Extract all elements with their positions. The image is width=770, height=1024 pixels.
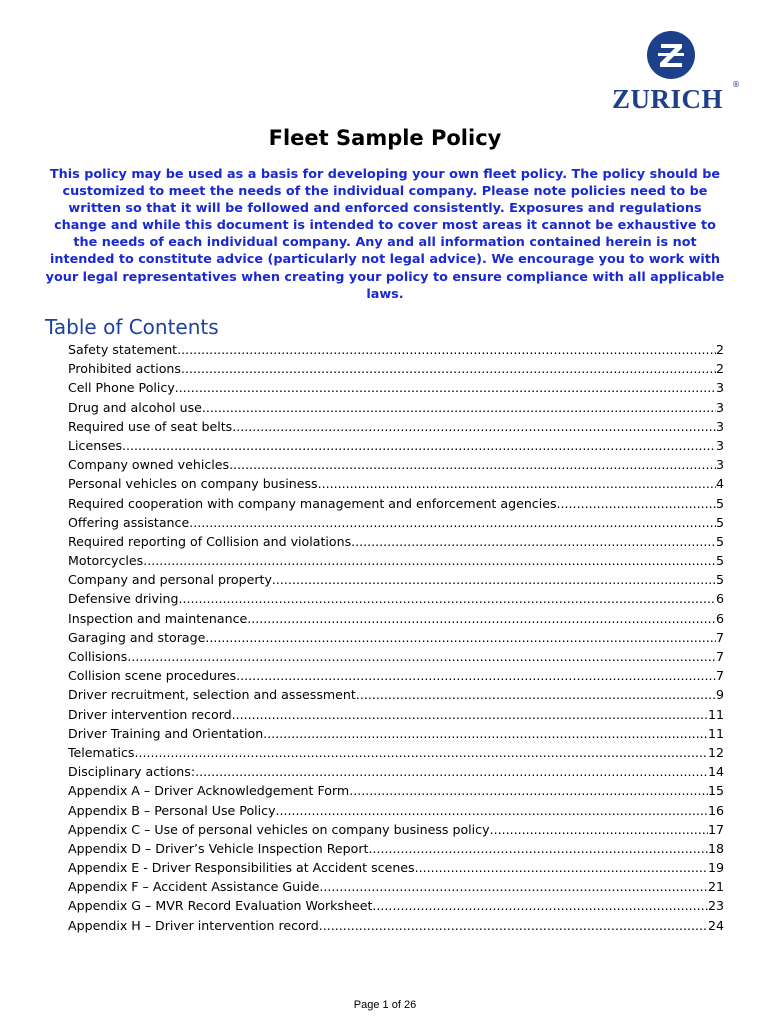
toc-dot-leader <box>178 589 716 608</box>
toc-entry-label[interactable]: Driver recruitment, selection and assessment <box>68 687 356 703</box>
toc-entry-page[interactable]: 3 <box>715 457 724 473</box>
toc-dot-leader <box>319 877 708 896</box>
toc-entry-label[interactable]: Appendix H – Driver intervention record <box>68 917 319 933</box>
toc-entry[interactable] <box>68 417 724 436</box>
toc-dot-leader <box>319 916 708 935</box>
toc-entry-label[interactable]: Required use of seat belts <box>68 418 233 434</box>
toc-entry[interactable] <box>68 455 724 474</box>
toc-entry-label[interactable]: Driver Training and Orientation <box>68 725 264 741</box>
intro-disclaimer: This policy may be used as a basis for developing your own fleet policy. The policy should be customized to meet the needs of the individual company. Please note policies need to be written so that it will be followed and enforced consistently. Exposures and regulations change and while this document is intended to cover most areas it cannot be exhaustive to the needs of each individual company. Any and all information contained herein is not intended to constitute advice (particularly not legal advice). We encourage you to work with your legal representatives when creating your policy to ensure compliance with all applicable laws. <box>45 167 725 302</box>
toc-entry-page[interactable]: 11 <box>707 706 724 722</box>
toc-entry-label[interactable]: Appendix E - Driver Responsibilities at Accident scenes <box>68 860 415 876</box>
toc-dot-leader <box>181 359 716 378</box>
toc-entry-page[interactable]: 5 <box>715 514 724 530</box>
toc-dot-leader <box>202 398 716 417</box>
toc-entry-page[interactable]: 14 <box>707 764 724 780</box>
toc-dot-leader <box>349 781 708 800</box>
toc-entry-page[interactable]: 16 <box>707 802 724 818</box>
toc-entry[interactable] <box>68 647 724 666</box>
toc-entry[interactable] <box>68 839 724 858</box>
toc-entry-page[interactable]: 3 <box>715 380 724 396</box>
toc-entry[interactable] <box>68 340 724 359</box>
toc-heading: Table of Contents <box>45 315 219 339</box>
toc-entry[interactable] <box>68 474 724 493</box>
toc-entry-page[interactable]: 24 <box>707 917 724 933</box>
toc-entry-page[interactable]: 17 <box>707 821 724 837</box>
toc-entry-label[interactable]: Required cooperation with company management and enforcement agencies <box>68 495 557 511</box>
toc-entry-page[interactable]: 7 <box>715 649 724 664</box>
zurich-wordmark: ZURICH <box>612 84 724 114</box>
zurich-z-badge-icon <box>646 30 696 80</box>
toc-entry-label[interactable]: Defensive driving <box>68 591 179 607</box>
toc-entry-label[interactable]: Appendix A – Driver Acknowledgement Form <box>68 783 350 799</box>
toc-entry-label[interactable]: Required reporting of Collision and violations <box>68 533 352 549</box>
toc-entry-page[interactable]: 6 <box>715 610 724 626</box>
toc-dot-leader <box>356 685 716 704</box>
toc-entry-page[interactable]: 5 <box>715 553 724 569</box>
toc-entry-label[interactable]: Licenses <box>68 437 123 453</box>
toc-entry[interactable] <box>68 801 724 820</box>
toc-dot-leader <box>189 513 716 532</box>
toc-entry-label[interactable]: Company owned vehicles <box>68 457 230 473</box>
toc-dot-leader <box>177 340 716 359</box>
toc-entry[interactable] <box>68 494 724 513</box>
toc-entry-page[interactable]: 15 <box>707 783 724 799</box>
toc-entry-label[interactable]: Prohibited actions <box>68 361 181 377</box>
toc-entry-page[interactable]: 23 <box>707 898 724 914</box>
toc-entry-label[interactable]: Cell Phone Policy <box>68 380 175 396</box>
toc-entry-page[interactable]: 3 <box>715 399 724 415</box>
registered-mark: ® <box>732 80 740 89</box>
toc-entry[interactable] <box>68 513 724 532</box>
toc-entry-page[interactable]: 11 <box>707 725 724 741</box>
table-of-contents <box>68 340 724 935</box>
toc-entry-page[interactable]: 19 <box>707 860 724 876</box>
toc-entry-label[interactable]: Driver intervention record <box>68 706 232 722</box>
toc-entry-page[interactable]: 2 <box>715 361 724 377</box>
toc-entry-label[interactable]: Company and personal property <box>68 572 272 588</box>
toc-dot-leader <box>175 378 716 397</box>
toc-entry[interactable] <box>68 858 724 877</box>
toc-entry[interactable] <box>68 762 724 781</box>
toc-entry-label[interactable]: Appendix D – Driver’s Vehicle Inspection Report <box>68 840 369 856</box>
toc-dot-leader <box>368 839 708 858</box>
toc-entry-page[interactable]: 12 <box>707 744 724 760</box>
toc-entry-label[interactable]: Appendix G – MVR Record Evaluation Worksheet <box>68 898 373 914</box>
toc-dot-leader <box>143 551 716 570</box>
toc-entry-label[interactable]: Appendix F – Accident Assistance Guide <box>68 879 320 895</box>
toc-entry[interactable] <box>68 609 724 628</box>
toc-dot-leader <box>272 570 716 589</box>
toc-dot-leader <box>318 474 716 493</box>
toc-entry[interactable] <box>68 724 724 743</box>
toc-dot-leader <box>247 609 716 628</box>
toc-entry-label[interactable]: Drug and alcohol use <box>68 399 202 415</box>
toc-entry-page[interactable]: 18 <box>707 840 724 856</box>
toc-dot-leader <box>557 494 716 513</box>
toc-entry-page[interactable]: 5 <box>715 533 724 549</box>
toc-entry[interactable] <box>68 589 724 608</box>
toc-entry[interactable] <box>68 628 724 647</box>
toc-entry-page[interactable]: 6 <box>715 591 724 607</box>
toc-entry-page[interactable]: 7 <box>715 629 724 645</box>
toc-dot-leader <box>232 705 708 724</box>
toc-entry-label[interactable]: Safety statement <box>68 342 178 357</box>
toc-entry-label[interactable]: Inspection and maintenance <box>68 610 248 626</box>
toc-entry[interactable] <box>68 398 724 417</box>
toc-dot-leader <box>415 858 708 877</box>
toc-entry[interactable] <box>68 877 724 896</box>
toc-entry[interactable] <box>68 436 724 455</box>
toc-dot-leader <box>490 820 708 839</box>
toc-entry[interactable] <box>68 820 724 839</box>
toc-entry-page[interactable]: 5 <box>715 495 724 511</box>
toc-dot-leader <box>134 743 708 762</box>
toc-dot-leader <box>263 724 708 743</box>
toc-entry-label[interactable]: Collision scene procedures <box>68 668 237 684</box>
toc-dot-leader <box>127 647 716 666</box>
toc-dot-leader <box>232 417 716 436</box>
toc-entry-label[interactable]: Telematics <box>68 744 135 760</box>
toc-dot-leader <box>122 436 716 455</box>
toc-dot-leader <box>276 801 708 820</box>
toc-entry[interactable] <box>68 896 724 915</box>
toc-entry-label[interactable]: Motorcycles <box>68 553 144 569</box>
toc-entry-page[interactable]: 9 <box>715 687 724 703</box>
toc-dot-leader <box>229 455 716 474</box>
toc-entry-page[interactable]: 7 <box>715 668 724 684</box>
toc-dot-leader <box>372 896 708 915</box>
toc-entry[interactable] <box>68 781 724 800</box>
toc-entry-label[interactable]: Garaging and storage <box>68 629 206 645</box>
toc-entry-label[interactable]: Offering assistance <box>68 514 190 530</box>
toc-entry[interactable] <box>68 666 724 685</box>
toc-entry-page[interactable]: 2 <box>715 342 724 357</box>
document-title: Fleet Sample Policy <box>268 126 502 150</box>
toc-dot-leader <box>205 628 716 647</box>
toc-entry-label[interactable]: Personal vehicles on company business <box>68 476 318 492</box>
toc-dot-leader <box>195 762 708 781</box>
toc-dot-leader <box>351 532 716 551</box>
toc-entry-page[interactable]: 3 <box>715 418 724 434</box>
zurich-logo <box>606 28 746 118</box>
toc-entry[interactable] <box>68 705 724 724</box>
toc-entry-page[interactable]: 5 <box>715 572 724 588</box>
toc-entry-label[interactable]: Collisions <box>68 649 128 664</box>
toc-entry-page[interactable]: 4 <box>715 476 724 492</box>
toc-dot-leader <box>236 666 716 685</box>
toc-entry-page[interactable]: 21 <box>707 879 724 895</box>
toc-entry[interactable] <box>68 916 724 935</box>
toc-entry-page[interactable]: 3 <box>715 437 724 453</box>
toc-entry[interactable] <box>68 551 724 570</box>
toc-entry[interactable] <box>68 378 724 397</box>
toc-entry[interactable] <box>68 743 724 762</box>
toc-entry[interactable] <box>68 532 724 551</box>
toc-entry[interactable] <box>68 685 724 704</box>
toc-entry-label[interactable]: Appendix C – Use of personal vehicles on company business policy <box>68 821 490 837</box>
page-number: Page 1 of 26 <box>353 999 417 1011</box>
toc-entry[interactable] <box>68 570 724 589</box>
toc-entry-label[interactable]: Disciplinary actions: <box>68 764 196 780</box>
toc-entry[interactable] <box>68 359 724 378</box>
toc-entry-label[interactable]: Appendix B – Personal Use Policy <box>68 802 276 818</box>
